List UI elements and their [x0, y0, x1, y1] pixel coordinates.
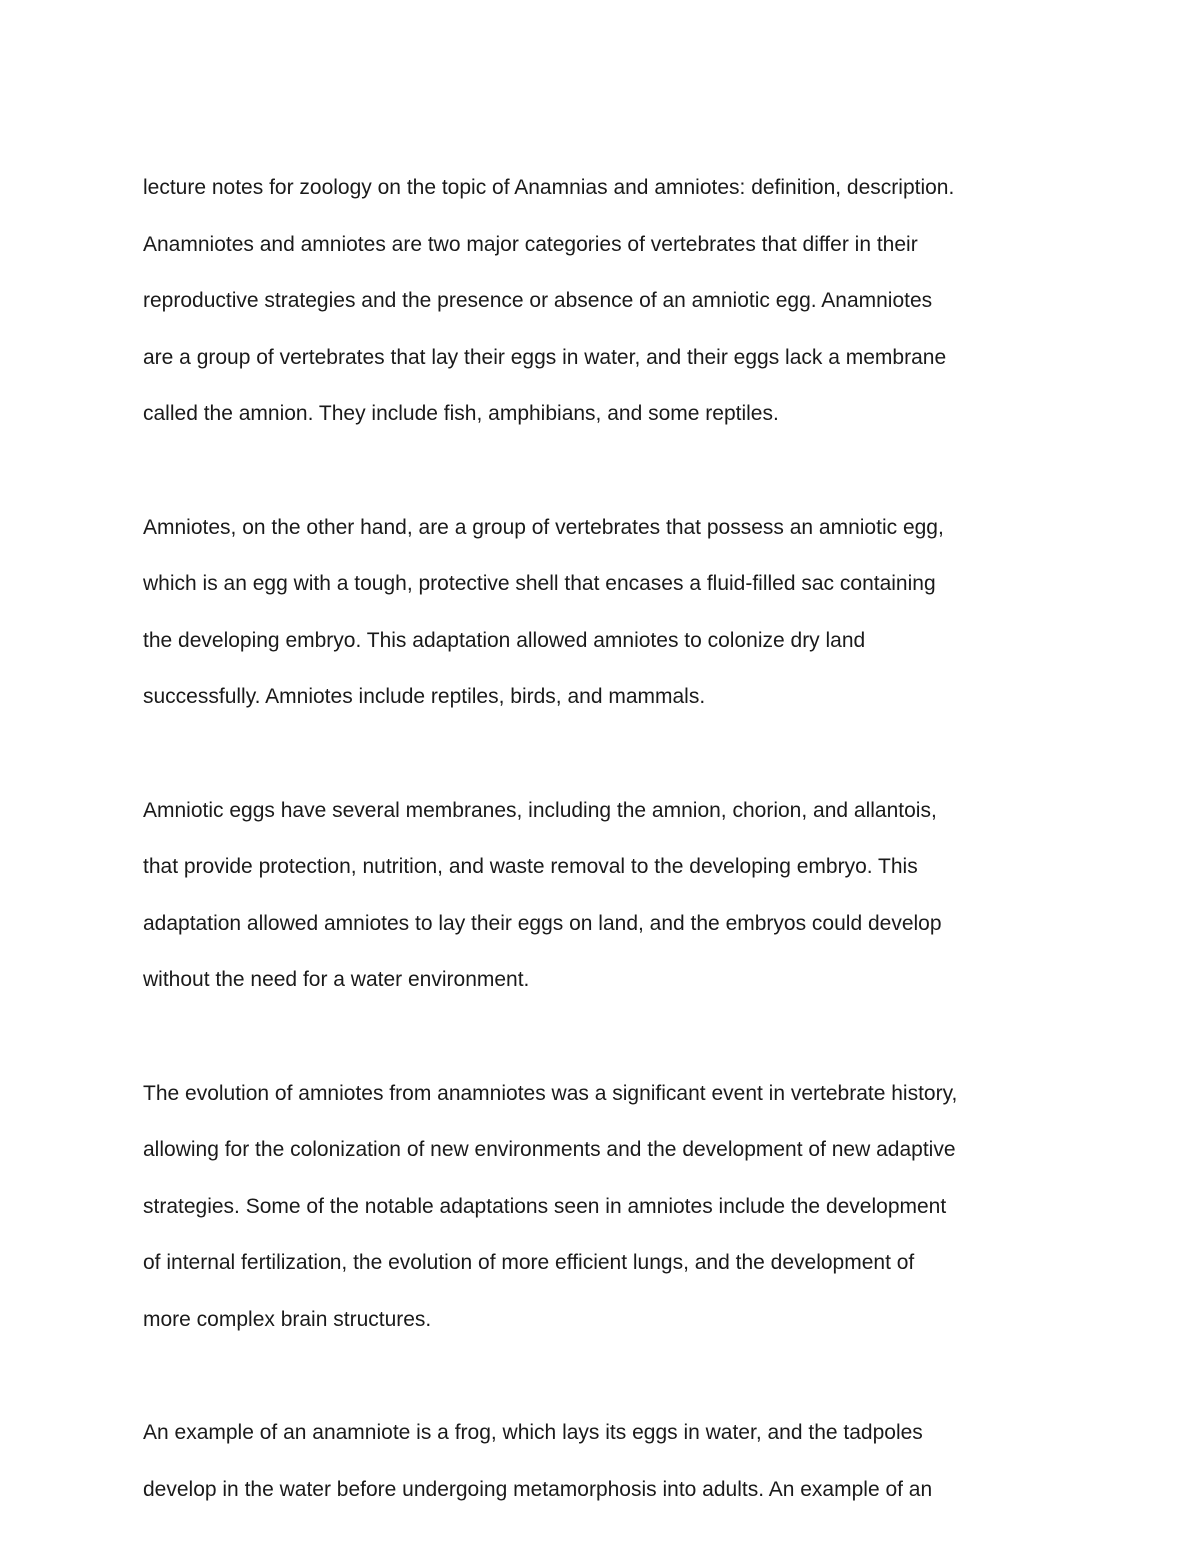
- text-line: Anamniotes and amniotes are two major categories of vertebrates that differ in their: [143, 232, 918, 256]
- text-line: adaptation allowed amniotes to lay their eggs on land, and the embryos could develop: [143, 911, 942, 935]
- text-line: that provide protection, nutrition, and waste removal to the developing embryo. This: [143, 855, 918, 879]
- text-line: without the need for a water environment.: [143, 968, 530, 992]
- text-line: called the amnion. They include fish, amphibians, and some reptiles.: [143, 402, 779, 426]
- text-line: successfully. Amniotes include reptiles, birds, and mammals.: [143, 685, 706, 709]
- text-line: the developing embryo. This adaptation allowed amniotes to colonize dry land: [143, 628, 866, 652]
- text-line: The evolution of amniotes from anamniotes was a significant event in vertebrate history,: [143, 1081, 958, 1105]
- text-line: An example of an anamniote is a frog, which lays its eggs in water, and the tadpoles: [143, 1421, 923, 1445]
- text-line: allowing for the colonization of new environments and the development of new adaptive: [143, 1138, 956, 1162]
- text-line: develop in the water before undergoing metamorphosis into adults. An example of an: [143, 1477, 933, 1501]
- paragraph-1: [143, 160, 1073, 443]
- text-line: are a group of vertebrates that lay their eggs in water, and their eggs lack a membrane: [143, 345, 947, 369]
- text-line: Amniotic eggs have several membranes, including the amnion, chorion, and allantois,: [143, 798, 937, 822]
- paragraph-2: [143, 500, 1073, 726]
- text-line: Amniotes, on the other hand, are a group of vertebrates that possess an amniotic egg,: [143, 515, 944, 539]
- paragraph-5: [143, 1405, 1073, 1518]
- text-line: of internal fertilization, the evolution of more efficient lungs, and the development of: [143, 1251, 915, 1275]
- text-line: which is an egg with a tough, protective shell that encases a fluid-filled sac containing: [143, 572, 936, 596]
- text-line: strategies. Some of the notable adaptations seen in amniotes include the development: [143, 1194, 947, 1218]
- text-line: reproductive strategies and the presence or absence of an amniotic egg. Anamniotes: [143, 289, 933, 313]
- paragraph-4: [143, 1066, 1073, 1349]
- text-line: more complex brain structures.: [143, 1307, 432, 1331]
- document-body: [143, 160, 1073, 1518]
- text-line: lecture notes for zoology on the topic of Anamnias and amniotes: definition, description.: [143, 176, 955, 199]
- paragraph-3: [143, 783, 1073, 1009]
